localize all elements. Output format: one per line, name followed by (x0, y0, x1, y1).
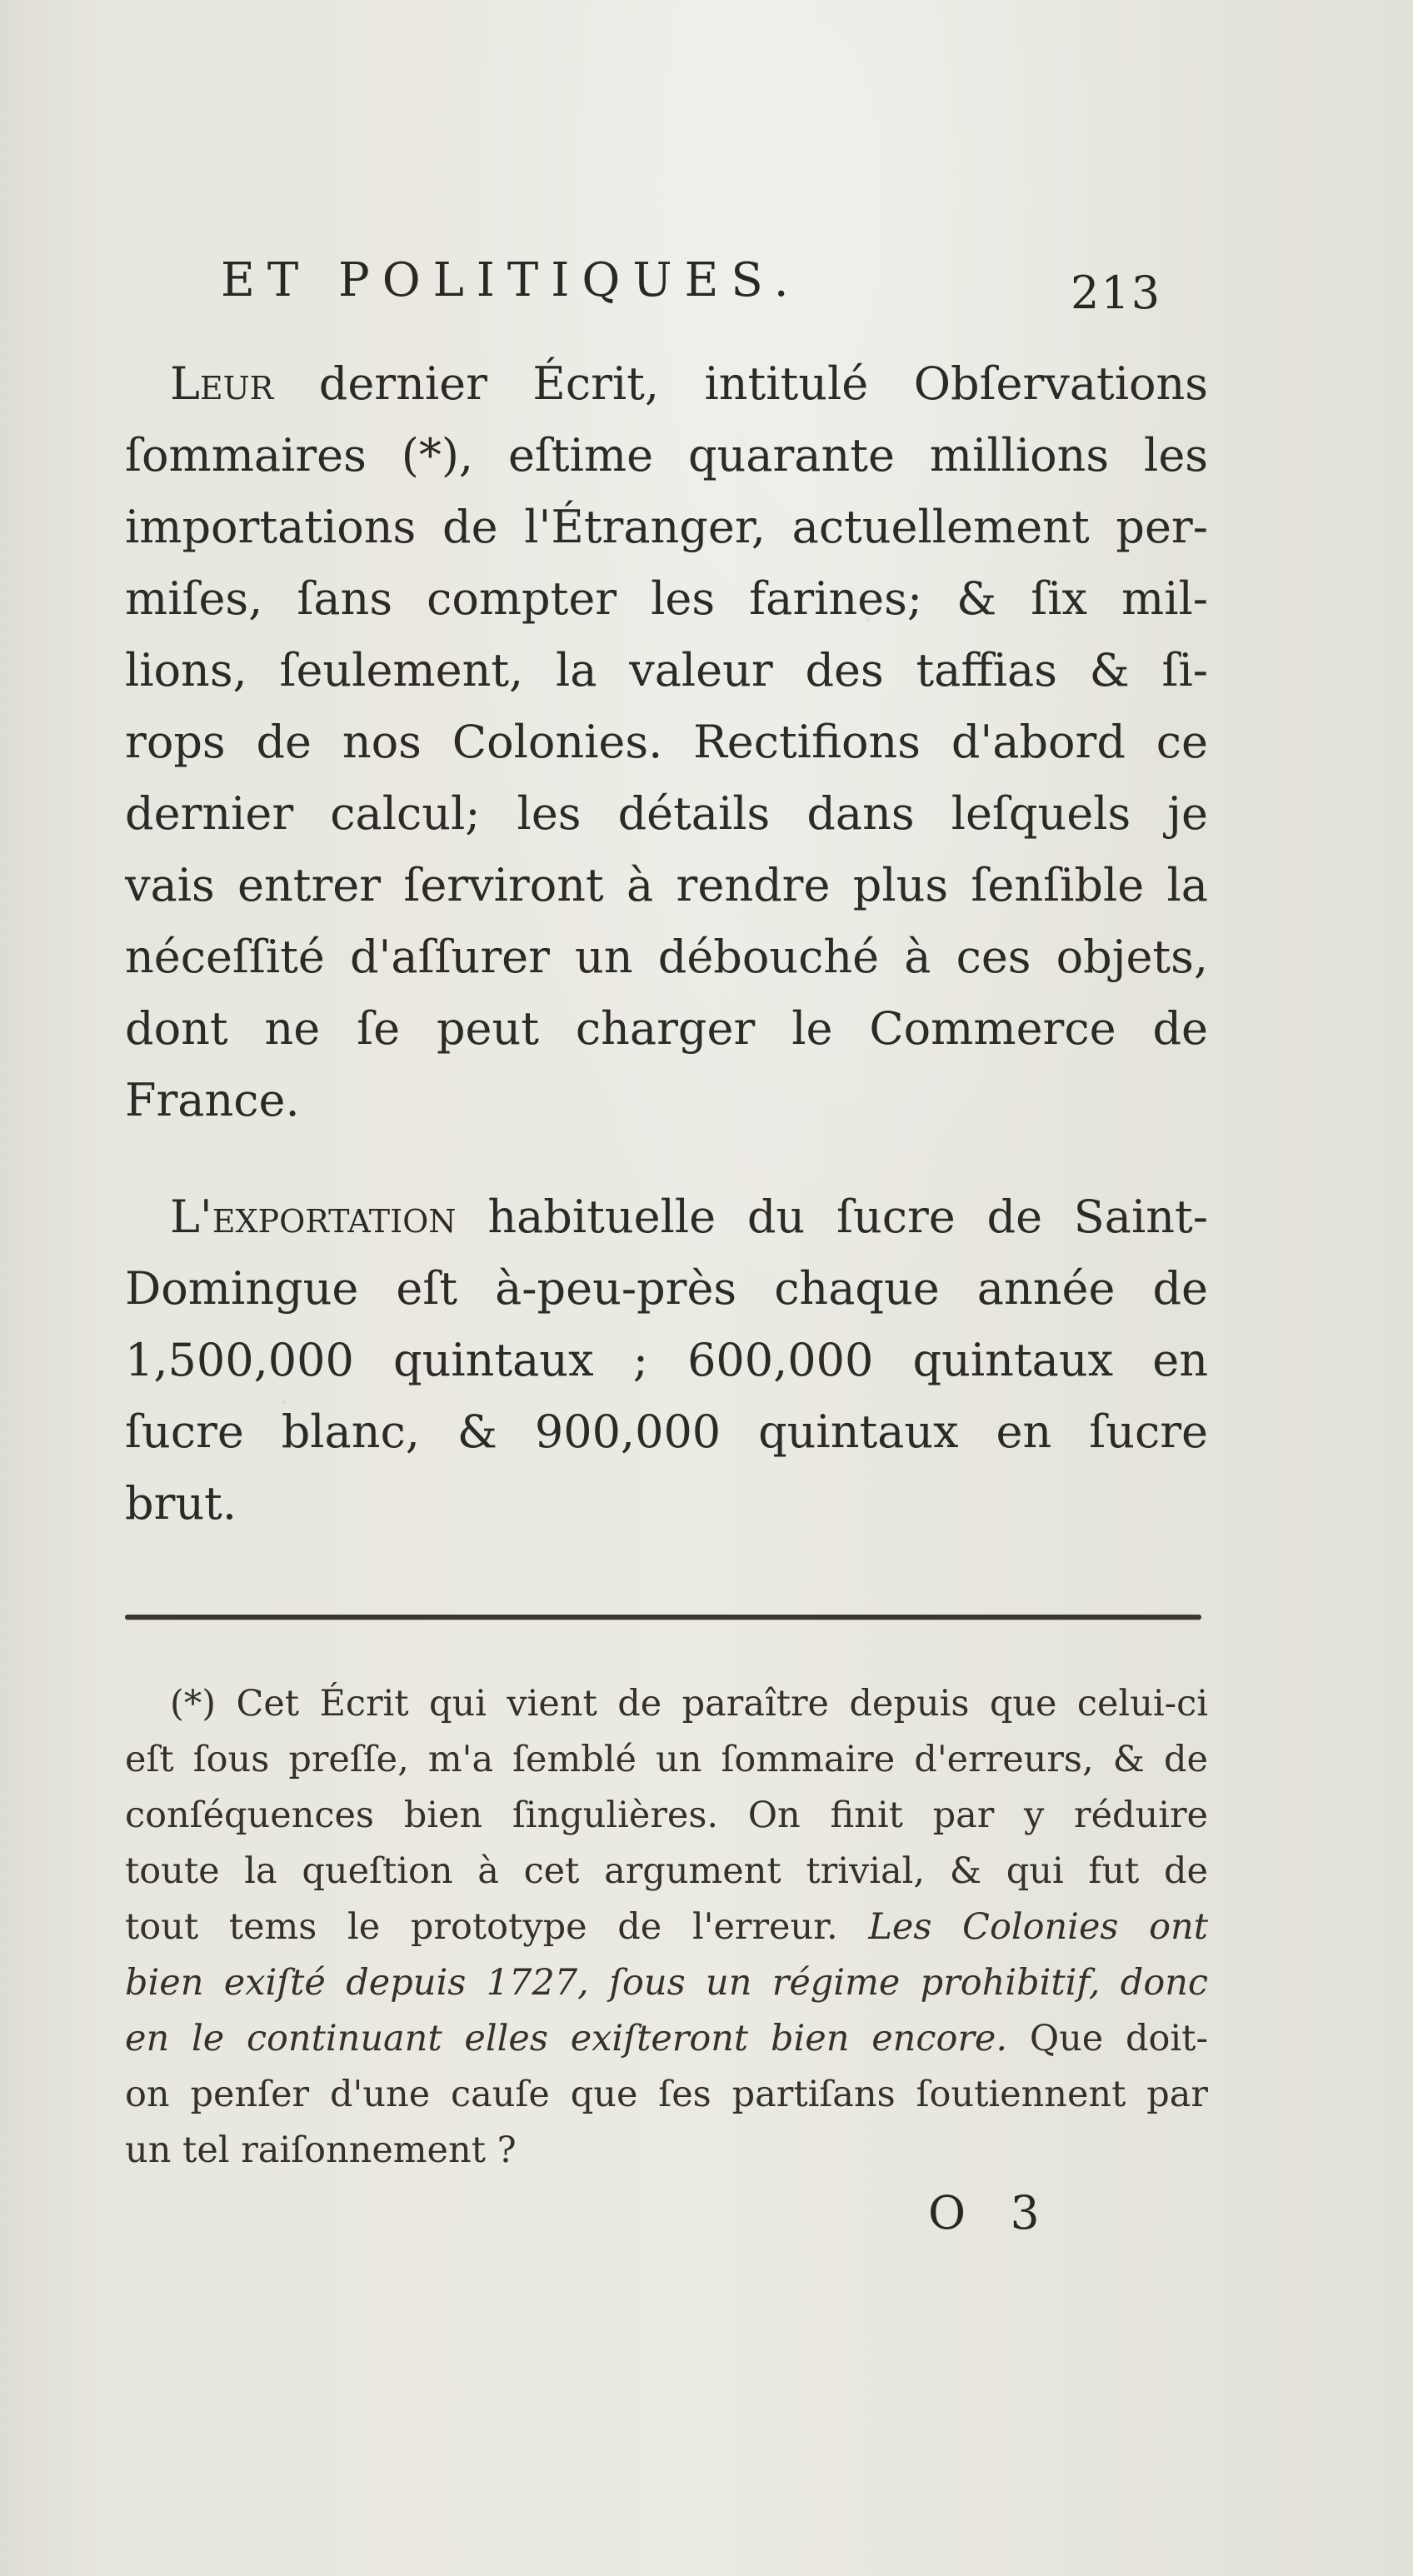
paragraph-line-text: habituelle du ſucre de Saint- (456, 1191, 1208, 1243)
paragraph-lead-small-caps: Leur (170, 357, 274, 410)
footnote-italic-text: bien exiſté depuis 1727, ſous un régime prohibitif, donc (125, 1962, 1208, 2004)
footnote-line (125, 2011, 1208, 2067)
footnote-text: toute la queſtion à cet argument trivial, & qui fut de (125, 1850, 1208, 1892)
paragraph-line: 1,500,000 quintaux ; 600,000 quintaux en (125, 1334, 1208, 1386)
paragraph-line: importations de l'Étranger, actuellement per- (125, 501, 1208, 553)
footnote-line (125, 1676, 1208, 1732)
footnote-text: on penſer d'une cauſe que ſes partiſans ſoutiennent par (125, 2074, 1208, 2115)
signature-mark: O 3 (928, 2186, 1055, 2239)
paragraph-first (125, 348, 1208, 1136)
footnote-text: eſt ſous preſſe, m'a ſemblé un ſommaire d'erreurs, & de (125, 1739, 1208, 1780)
paragraph-line (125, 1181, 1208, 1253)
paragraph-lead-small-caps: L'exportation (170, 1191, 457, 1243)
paragraph-line: vais entrer ſerviront à rendre plus ſenſible la (125, 859, 1208, 911)
footnote-line (125, 1732, 1208, 1788)
running-head-title: ET POLITIQUES. (221, 253, 801, 307)
footnote-text: (*) Cet Écrit qui vient de paraître depuis que celui-ci (170, 1683, 1208, 1725)
paragraph-line (125, 348, 1208, 420)
paragraph-line: dernier calcul; les détails dans leſquels je (125, 787, 1208, 840)
footnote-italic-text: Les Colonies ont (868, 1906, 1208, 1948)
footnote (125, 1676, 1208, 2179)
footnote-line (125, 1788, 1208, 1844)
footnote-text: tout tems le prototype de l'erreur. (125, 1906, 869, 1948)
footnote-separator-rule (125, 1615, 1201, 1620)
paragraph-line: miſes, ſans compter les farines; & ſix mil- (125, 572, 1208, 625)
paragraph-line-text: dernier Écrit, intitulé Obſervations (273, 357, 1208, 410)
paragraph-second (125, 1181, 1208, 1540)
footnote-line (125, 1955, 1208, 2011)
paragraph-line: brut. (125, 1477, 237, 1530)
paragraph-line: néceſſité d'aſſurer un débouché à ces objets, (125, 931, 1208, 983)
paragraph-line: ſucre blanc, & 900,000 quintaux en ſucre (125, 1405, 1208, 1458)
running-head (221, 243, 1221, 318)
page-number: 213 (1071, 267, 1162, 319)
footnote-text: Que doit- (1007, 2018, 1208, 2059)
footnote-italic-text: en le continuant elles exiſteront bien encore. (125, 2018, 1008, 2059)
paragraph-line: ſommaires (*), eſtime quarante millions les (125, 429, 1208, 482)
paragraph-line: Domingue eſt à-peu-près chaque année de (125, 1262, 1208, 1315)
footnote-line (125, 1844, 1208, 1900)
footnote-text: conſéquences bien ſingulières. On finit par y réduire (125, 1795, 1208, 1836)
paragraph-line: France. (125, 1074, 300, 1126)
footnote-line (125, 2067, 1208, 2123)
paragraph-line: rops de nos Colonies. Rectifions d'abord ce (125, 716, 1208, 768)
footnote-line (125, 2123, 1208, 2179)
footnote-text: un tel raiſonnement ? (125, 2129, 517, 2171)
paragraph-line: lions, ſeulement, la valeur des taffias & ſi- (125, 644, 1208, 696)
footnote-line (125, 1900, 1208, 1955)
paragraph-line: dont ne ſe peut charger le Commerce de (125, 1002, 1208, 1055)
